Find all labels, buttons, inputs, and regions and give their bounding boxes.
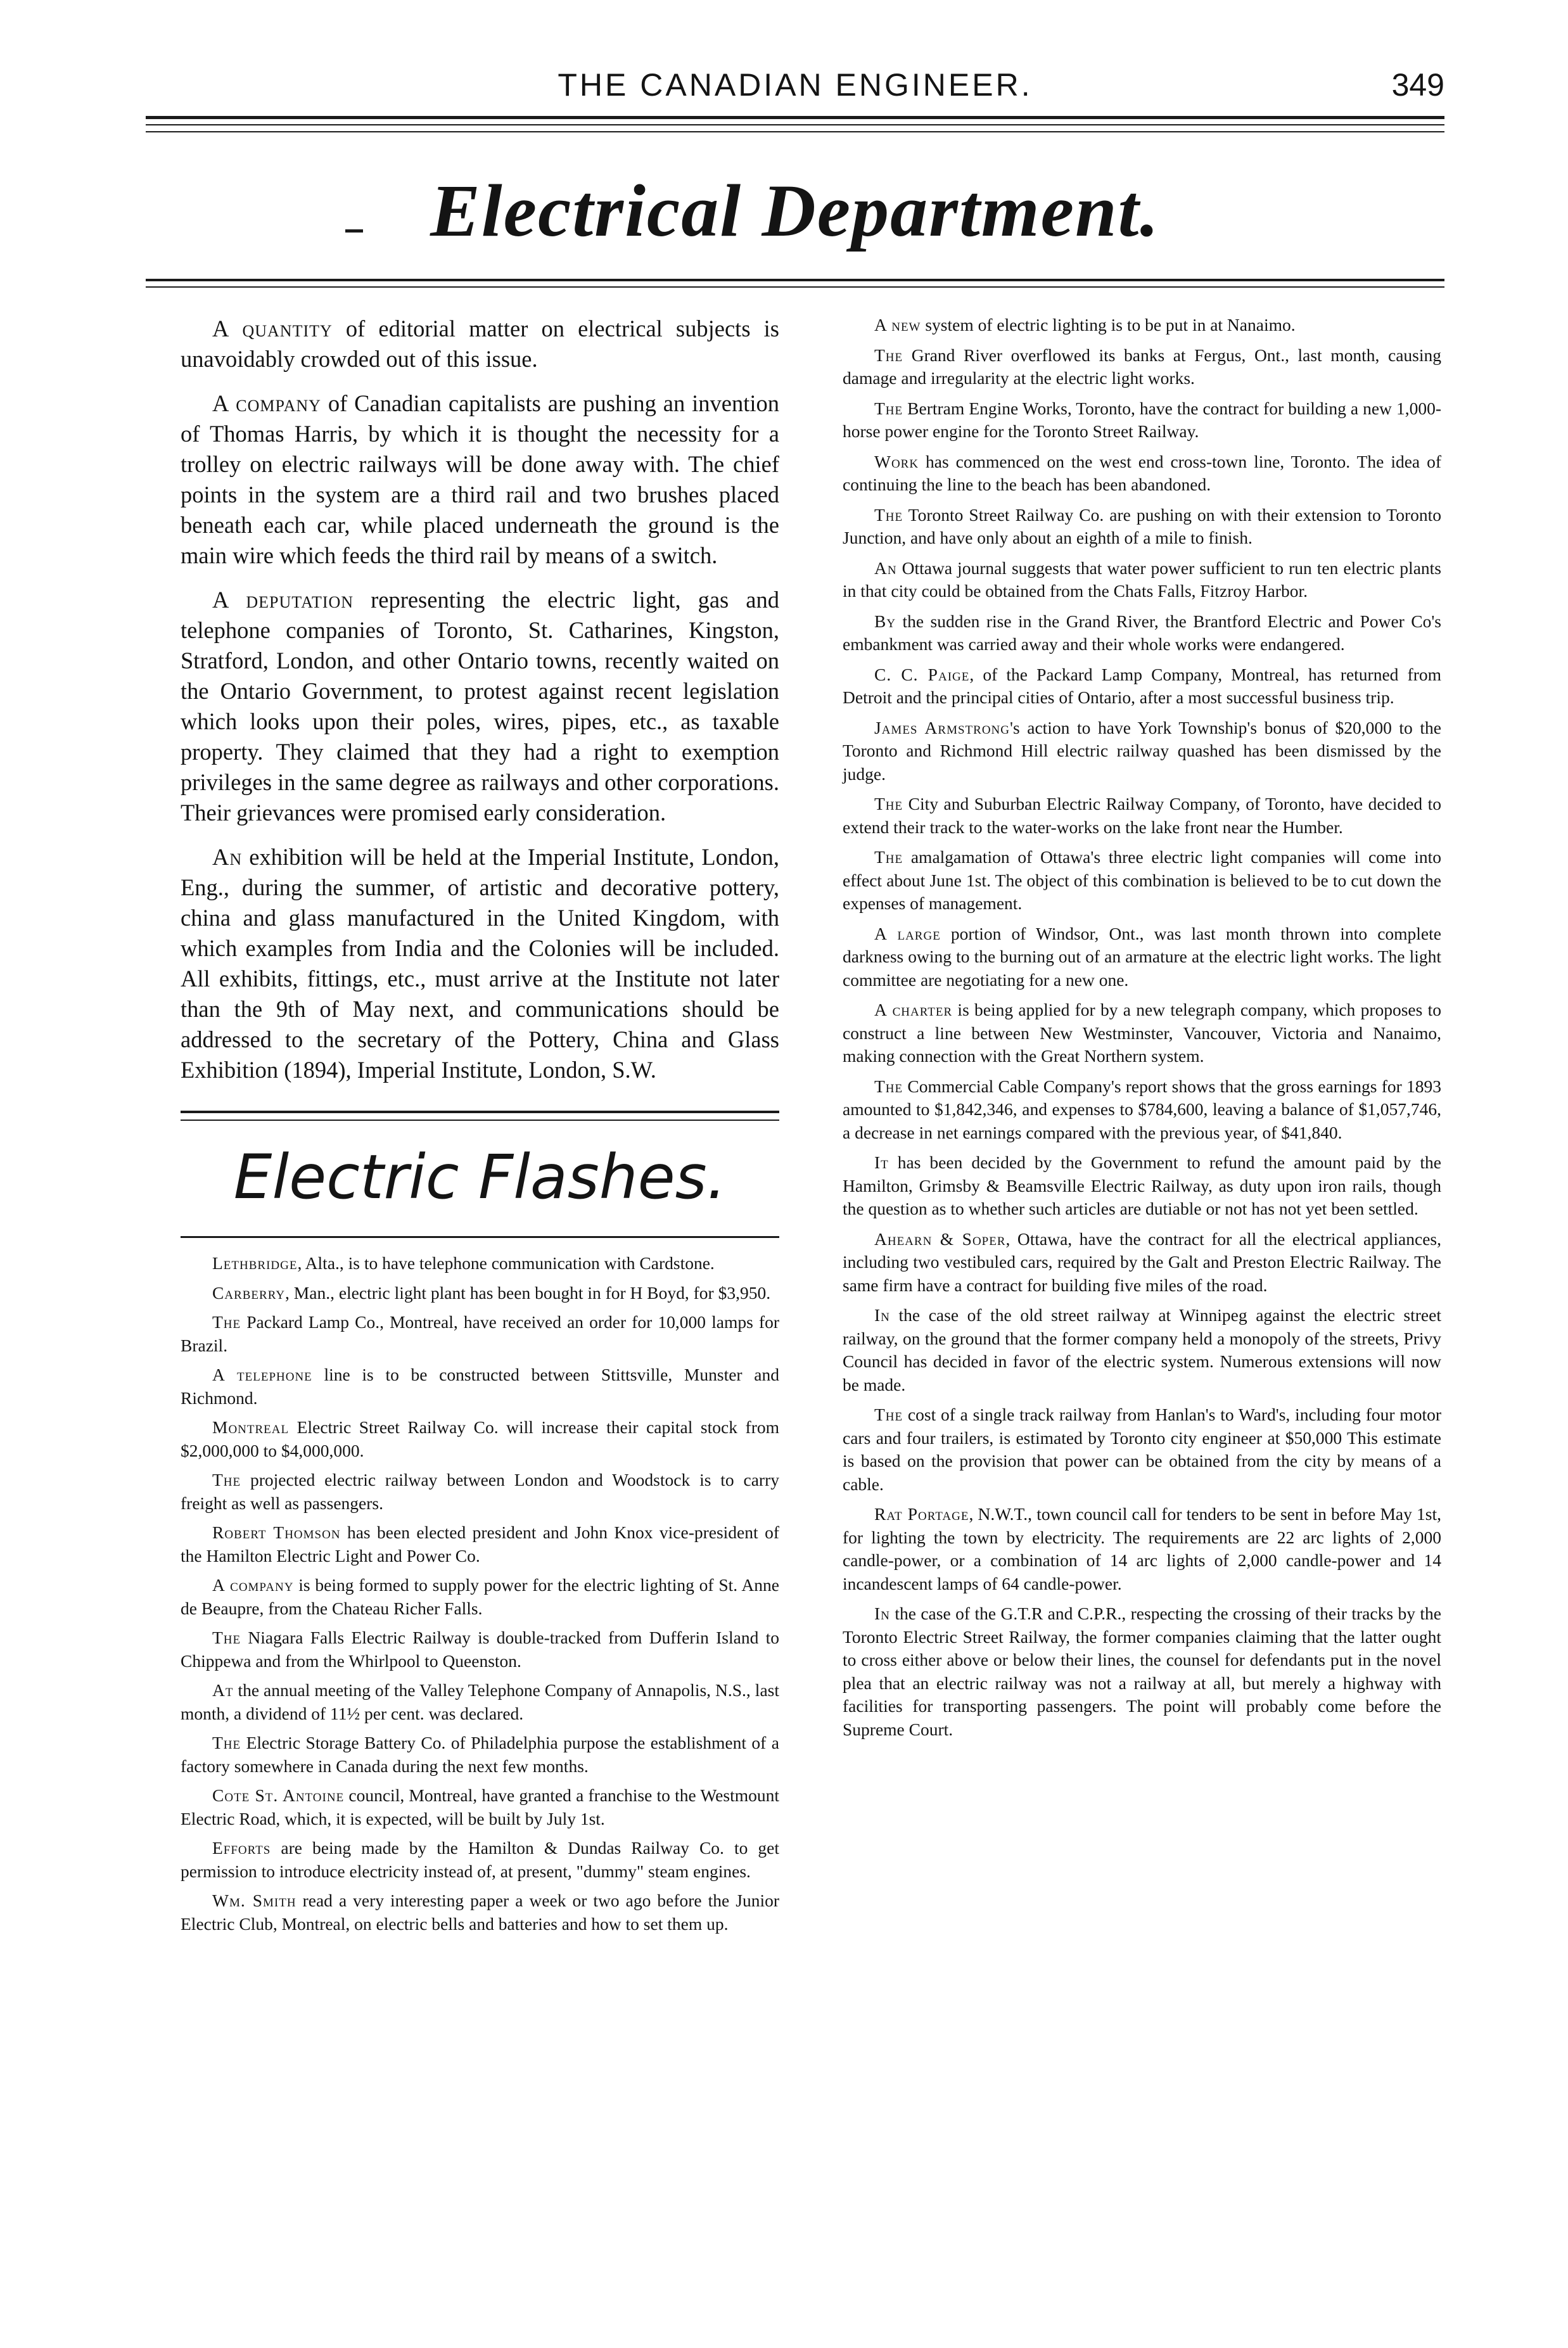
item-text: is being applied for by a new telegraph company, which proposes to construct a line between New Westminster, Vancouver, Victoria and Nanaimo, making connection with the Great Northern system. <box>843 1000 1442 1066</box>
item-text: portion of Windsor, Ont., was last month thrown into complete darkness owing to the burning out of an armature at the electric light works. The light committee are negotiating for a new one. <box>843 923 1441 990</box>
lead-in: The <box>874 1405 903 1424</box>
item-text: , Alta., is to have telephone communication with Cardstone. <box>297 1253 715 1273</box>
header-rule <box>146 116 1444 119</box>
item-text: has been decided by the Government to refund the amount paid by the Hamilton, Grimsby & Beamsville Electric Railway, as duty upon iron rails, though the question as to whether such articles are dutiable or not has not yet been settled. <box>843 1152 1441 1218</box>
news-item <box>843 846 1441 916</box>
editorial-paragraph <box>181 314 779 374</box>
lead-in: Lethbridge <box>212 1253 298 1273</box>
news-item <box>843 557 1441 603</box>
news-item <box>181 1469 779 1515</box>
news-item <box>181 1889 779 1936</box>
news-item <box>181 1574 779 1620</box>
item-text: is being formed to supply power for the electric lighting of St. Anne de Beaupre, from the Chateau Richer Falls. <box>181 1575 779 1618</box>
lead-in: The <box>212 1470 241 1490</box>
section-rule-thin <box>181 1120 779 1121</box>
lead-in: A telephone <box>212 1365 312 1384</box>
lead-in: An <box>874 558 897 578</box>
item-text: Commercial Cable Company's report shows that the gross earnings for 1893 amounted to $1,842,346, and expenses to $784,600, leaving a balance of $1,057,746, a decrease in net earnings compared with the previous year, of $41,840. <box>843 1076 1441 1142</box>
lead-in: The <box>212 1312 241 1332</box>
header-rule-lower <box>146 131 1444 132</box>
news-item <box>181 1626 779 1673</box>
item-text: City and Suburban Electric Railway Company, of Toronto, have decided to extend their track to the water-works on the lake front near the Humber. <box>843 794 1441 837</box>
item-text: , Ottawa, have the contract for all the electrical appliances, including two vestibuled cars, required by the Galt and Preston Electric Railway. The same firm have a contract for building five miles of the road. <box>843 1228 1441 1295</box>
lead-in: The <box>874 847 903 867</box>
item-text: the case of the old street railway at Winnipeg against the electric street railway, on the ground that the former company held a monopoly of the streets, Privy Council has decided in favor of the electric system. Numerous extensions will now be made. <box>843 1305 1441 1394</box>
news-item <box>843 793 1441 839</box>
item-text: , N.W.T., town council call for tenders to be sent in before May 1st, for lighting the town by electricity. The requirements are 22 arc lights of 2,000 candle-power, or a combination of 14 arc lights of 2,000 candle-power and 14 incandescent lamps of 64 candle-power. <box>843 1504 1442 1593</box>
lead-in: A deputation <box>212 587 354 613</box>
flashes-right-list <box>843 314 1441 1741</box>
flashes-left-list <box>181 1252 779 1936</box>
editorial-paragraph <box>181 388 779 571</box>
lead-in: James Armstrong <box>874 717 1010 737</box>
lead-in: An <box>212 844 243 870</box>
flashes-rule <box>181 1236 779 1238</box>
news-item <box>181 1363 779 1410</box>
news-item <box>181 1732 779 1778</box>
news-item <box>843 1151 1441 1221</box>
news-item <box>843 922 1441 992</box>
item-text: 's action to have York Township's bonus of $20,000 to the Toronto and Richmond Hill electric railway quashed has been dismissed by the judge. <box>843 717 1441 784</box>
news-item <box>181 1521 779 1567</box>
news-item <box>843 1075 1441 1145</box>
journal-title: THE CANADIAN ENGINEER. <box>558 67 1033 103</box>
item-text: Ottawa journal suggests that water power sufficient to run ten electric plants in that city could be obtained from the Chats Falls, Fitzroy Harbor. <box>843 558 1441 601</box>
lead-in: The <box>874 1076 903 1096</box>
news-item <box>843 1304 1441 1396</box>
running-header <box>146 67 1444 111</box>
lead-in: A company <box>212 390 321 416</box>
editorial-paragraph <box>181 585 779 828</box>
lead-in: It <box>874 1152 889 1172</box>
department-title: Electrical Department. <box>430 169 1160 252</box>
lead-in: A company <box>212 1575 294 1595</box>
page-number: 349 <box>1391 67 1444 103</box>
news-item <box>843 344 1441 390</box>
lead-in: A quantity <box>212 316 333 341</box>
item-text: Packard Lamp Co., Montreal, have received an order for 10,000 lamps for Brazil. <box>181 1312 779 1355</box>
news-item <box>843 450 1441 497</box>
lead-in: A large <box>874 923 941 943</box>
news-item <box>181 1252 779 1275</box>
lead-in: In <box>874 1604 890 1623</box>
lead-in: A charter <box>874 1000 953 1019</box>
paragraph-text: of Canadian capitalists are pushing an invention of Thomas Harris, by which it is thought the necessity for a trolley on electric railways will be done away with. The chief points in the system are a third rail and two brushes placed beneath each car, while placed underneath the ground is the main wire which feeds the third rail by means of a switch. <box>181 390 779 568</box>
news-item <box>843 717 1441 786</box>
news-item <box>843 397 1441 443</box>
lead-in: A new <box>874 315 921 335</box>
lead-in: Wm. Smith <box>212 1891 296 1910</box>
news-item <box>181 1416 779 1462</box>
item-text: projected electric railway between London and Woodstock is to carry freight as well as passengers. <box>181 1470 779 1513</box>
lead-in: Rat Portage <box>874 1504 969 1524</box>
item-text: cost of a single track railway from Hanlan's to Ward's, including four motor cars and four trailers, is estimated by Toronto city engineer at $50,000 This estimate is based on the provision that power can be obtained from the city by means of a cable. <box>843 1405 1441 1494</box>
editorial-paragraph <box>181 842 779 1085</box>
news-item <box>843 610 1441 656</box>
news-item <box>843 504 1441 550</box>
item-text: Electric Street Railway Co. will increase their capital stock from $2,000,000 to $4,000,000. <box>181 1417 779 1460</box>
title-rule-thin <box>146 286 1444 288</box>
lead-in: By <box>874 611 896 631</box>
item-text: has been elected president and John Knox vice-president of the Hamilton Electric Light and Power Co. <box>181 1522 779 1566</box>
header-rule-thin <box>146 124 1444 125</box>
item-text: has commenced on the west end cross-town line, Toronto. The idea of continuing the line to the beach has been abandoned. <box>843 451 1441 494</box>
news-item <box>843 1228 1441 1298</box>
flashes-title: Electric Flashes. <box>233 1142 727 1213</box>
item-text: Grand River overflowed its banks at Fergus, Ont., last month, causing damage and irregularity at the electric light works. <box>843 345 1441 388</box>
lead-in: Cote St. Antoine <box>212 1785 345 1805</box>
news-item <box>843 314 1441 337</box>
news-item <box>181 1784 779 1830</box>
title-rule <box>146 279 1444 281</box>
item-text: the case of the G.T.R and C.P.R., respecting the crossing of their tracks by the Toronto Electric Street Railway, the former companies claiming that the latter ought to cross either above or below their lines, the counsel for defendants put in the novel plea that an electric railway was not a railway at all, but merely a highway with facilities for transporting passengers. The point will probably come before the Supreme Court. <box>843 1604 1441 1739</box>
lead-in: The <box>874 794 903 814</box>
editorial-notes <box>181 314 779 1085</box>
news-item <box>843 663 1441 710</box>
left-column <box>181 314 779 1942</box>
lead-in: The <box>874 398 903 418</box>
lead-in: The <box>874 345 903 365</box>
lead-in: The <box>212 1733 241 1752</box>
lead-in: Carberry <box>212 1282 286 1303</box>
section-rule <box>181 1111 779 1113</box>
item-text: amalgamation of Ottawa's three electric light companies will come into effect about June 1st. The object of this combination is believed to be to cut down the expenses of management. <box>843 847 1441 913</box>
lead-in: At <box>212 1680 234 1700</box>
lead-in: Work <box>874 451 919 471</box>
news-item <box>843 1503 1441 1595</box>
paragraph-text: exhibition will be held at the Imperial Institute, London, Eng., during the summer, of artistic and decorative pottery, china and glass manufactured in the United Kingdom, with which examples from India and the Colonies will be included. All exhibits, fittings, etc., must arrive at the Institute not later than the 9th of May next, and communications should be addressed to the secretary of the Pottery, China and Glass Exhibition (1894), Imperial Institute, London, S.W. <box>181 844 779 1083</box>
lead-in: Efforts <box>212 1838 271 1858</box>
item-text: , Man., electric light plant has been bought in for H Boyd, for $3,950. <box>285 1282 771 1303</box>
lead-in: Ahearn & Soper <box>874 1228 1006 1249</box>
paragraph-text: of editorial matter on electrical subjects is unavoidably crowded out of this issue. <box>181 316 779 372</box>
news-item <box>843 999 1441 1068</box>
lead-in: C. C. Paige <box>874 664 970 684</box>
item-text: , of the Packard Lamp Company, Montreal, has returned from Detroit and the principal cities of Ontario, after a most successful business trip. <box>843 664 1441 707</box>
item-text: are being made by the Hamilton & Dundas Railway Co. to get permission to introduce electricity instead of, at present, "dummy" steam engines. <box>181 1838 779 1881</box>
item-text: Bertram Engine Works, Toronto, have the contract for building a new 1,000-horse power engine for the Toronto Street Railway. <box>843 398 1441 441</box>
news-item <box>181 1837 779 1883</box>
item-text: Toronto Street Railway Co. are pushing on with their extension to Toronto Junction, and have only about an eighth of a mile to finish. <box>843 504 1441 547</box>
item-text: Niagara Falls Electric Railway is double-tracked from Dufferin Island to Chippewa and from the Whirlpool to Queenston. <box>181 1628 779 1671</box>
lead-in: The <box>212 1628 241 1647</box>
item-text: read a very interesting paper a week or two ago before the Junior Electric Club, Montreal, on electric bells and batteries and how to set them up. <box>181 1891 779 1934</box>
paragraph-text: representing the electric light, gas and telephone companies of Toronto, St. Catharines, Kingston, Stratford, London, and other Ontario towns, recently waited on the Ontario Government, to protest against recent legislation which looks upon their poles, wires, pipes, etc., as taxable property. They claimed that they had a right to exemption privileges in the same degree as railways and other corporations. Their grievances were promised early consideration. <box>181 587 779 826</box>
item-text: the annual meeting of the Valley Telephone Company of Annapolis, N.S., last month, a dividend of 11½ per cent. was declared. <box>181 1680 779 1723</box>
news-item <box>843 1602 1441 1741</box>
item-text: line is to be constructed between Stittsville, Munster and Richmond. <box>181 1365 779 1408</box>
item-text: Electric Storage Battery Co. of Philadelphia purpose the establishment of a factory somewhere in Canada during the next few months. <box>181 1733 779 1776</box>
item-text: the sudden rise in the Grand River, the Brantford Electric and Power Co's embankment was carried away and their whole works were endangered. <box>843 611 1441 654</box>
lead-in: Robert Thomson <box>212 1522 341 1542</box>
item-text: system of electric lighting is to be put in at Nanaimo. <box>921 315 1296 335</box>
right-column <box>843 314 1441 1748</box>
item-text: council, Montreal, have granted a franchise to the Westmount Electric Road, which, it is expected, will be built by July 1st. <box>181 1785 779 1828</box>
news-item <box>843 1403 1441 1496</box>
news-item <box>181 1311 779 1357</box>
news-item <box>181 1679 779 1725</box>
lead-in: The <box>874 504 903 525</box>
lead-in: Montreal <box>212 1417 290 1437</box>
lead-in: In <box>874 1305 890 1325</box>
news-item <box>181 1282 779 1305</box>
